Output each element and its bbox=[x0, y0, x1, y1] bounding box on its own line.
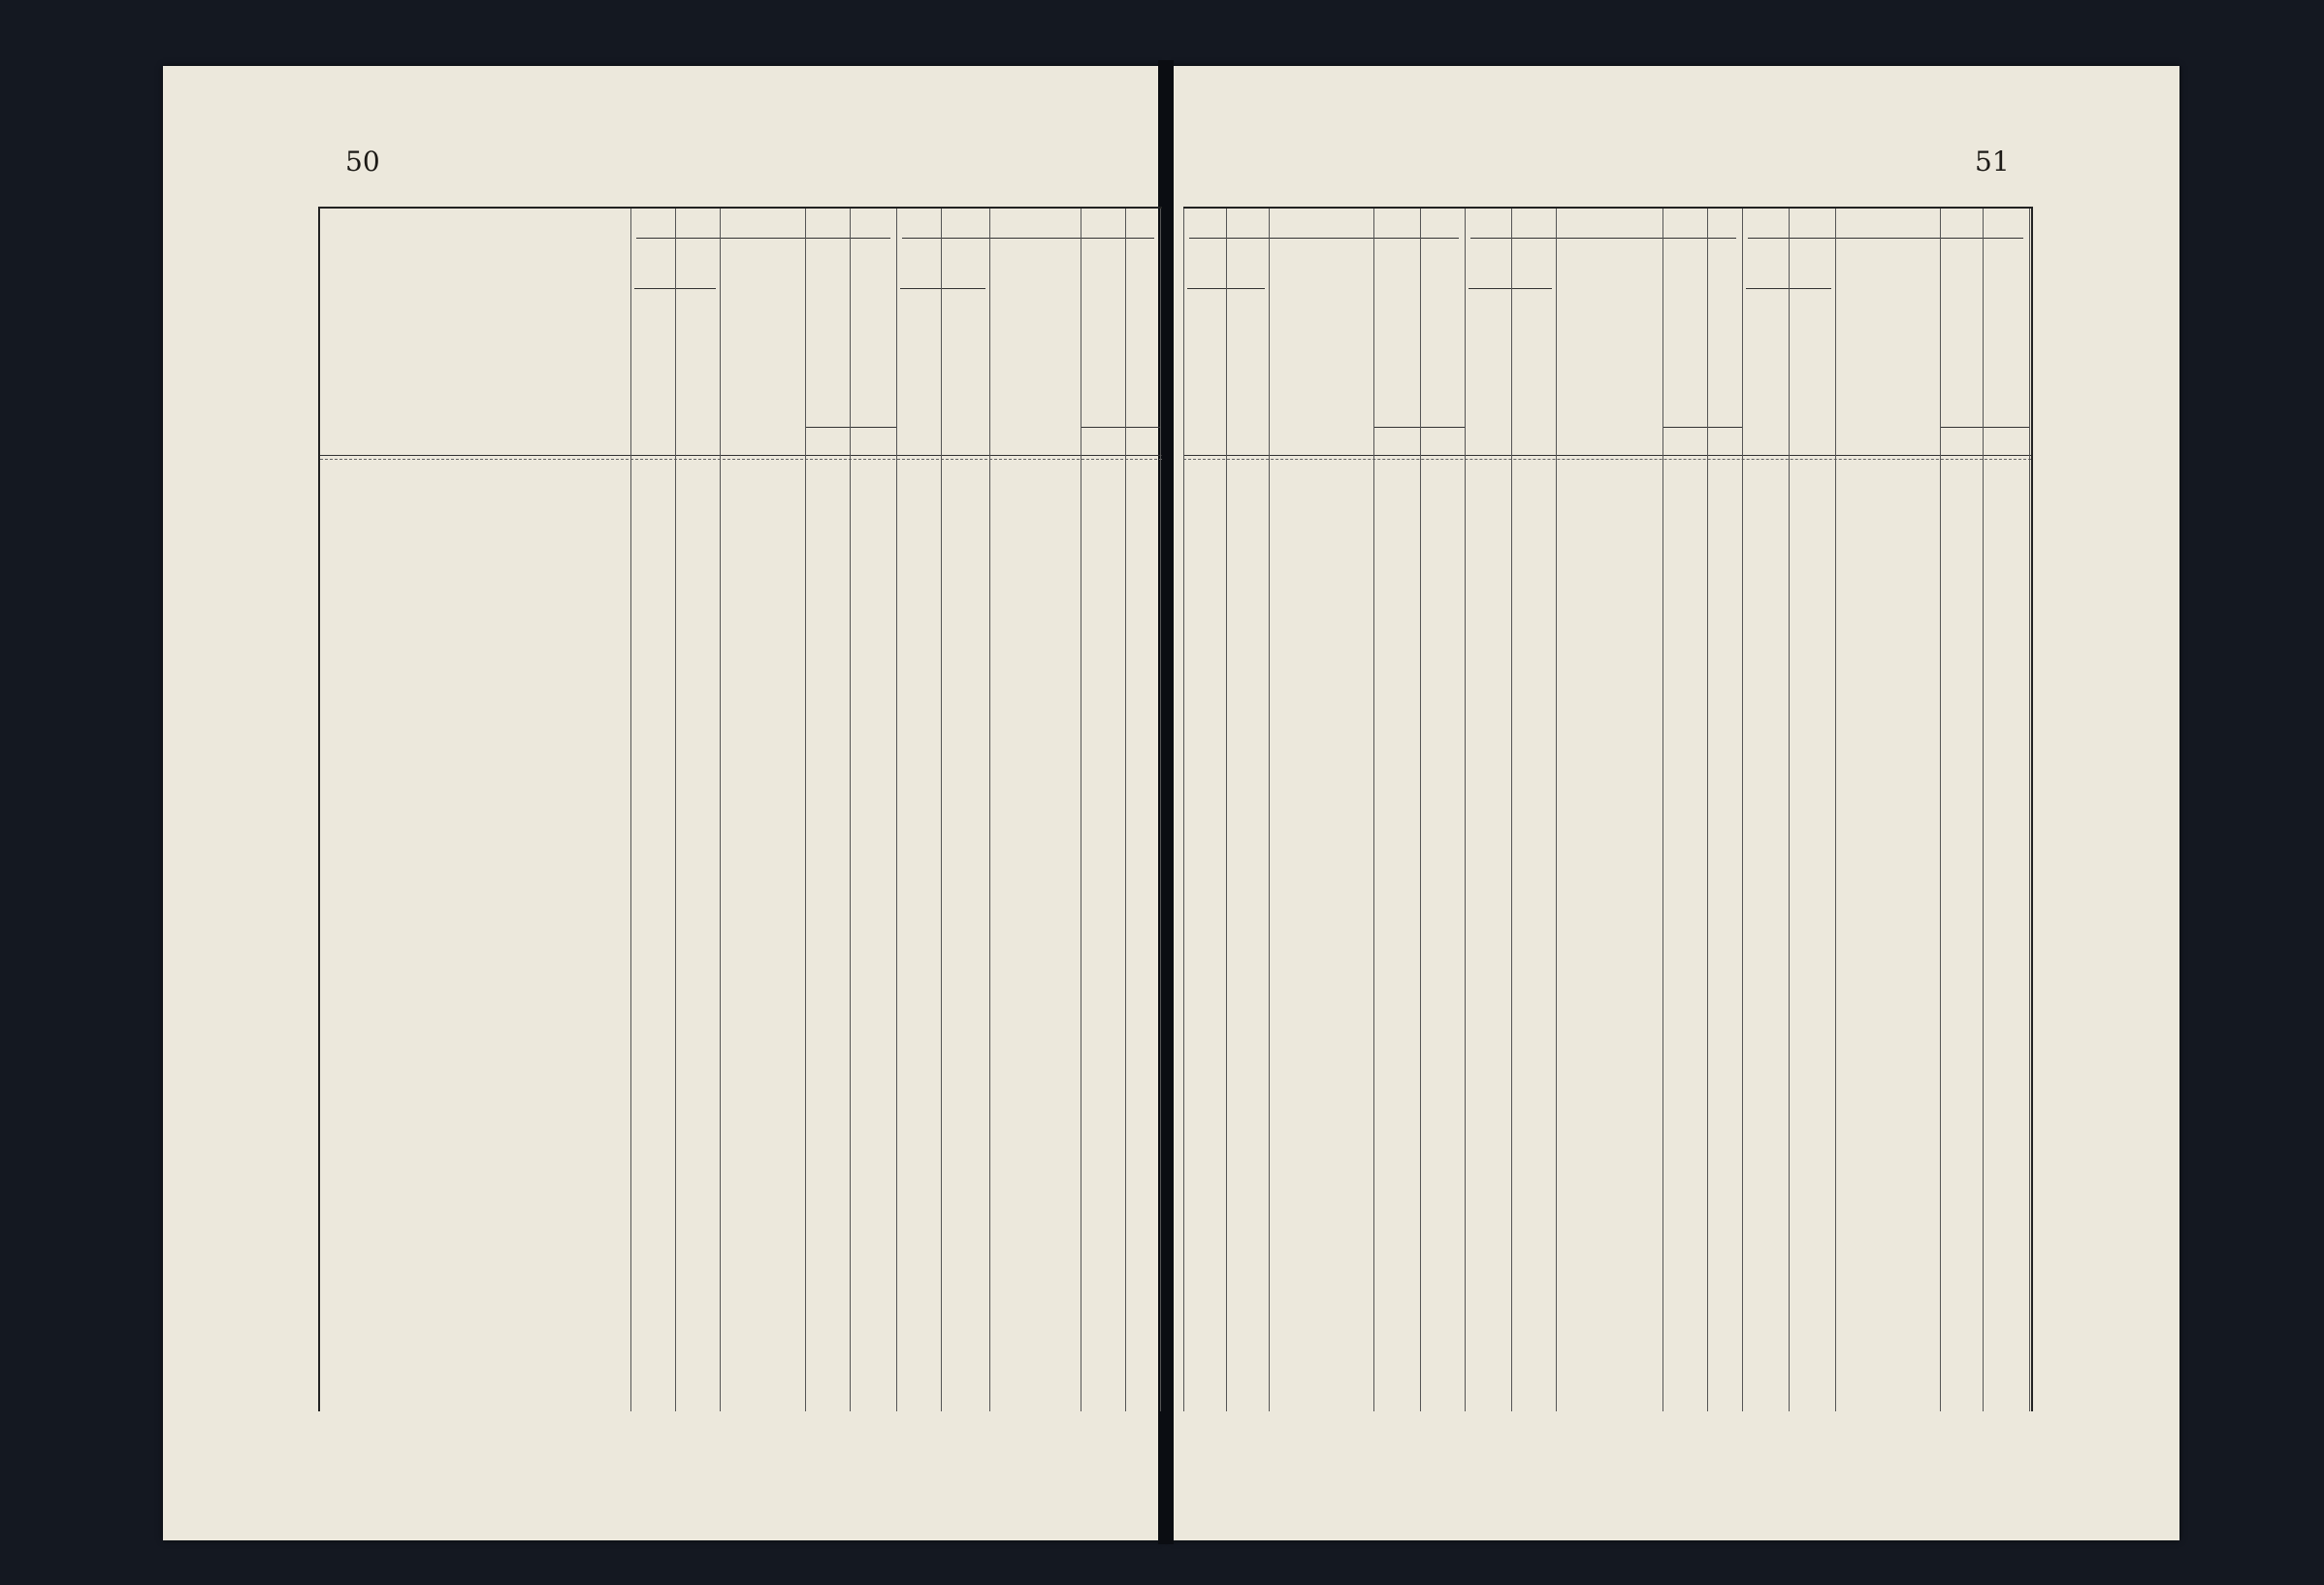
column-rule bbox=[989, 209, 990, 1411]
workers-underline bbox=[1373, 427, 1465, 428]
statistics-table-right bbox=[1183, 207, 2033, 1411]
column-rule bbox=[1556, 209, 1557, 1411]
column-rule bbox=[1511, 209, 1512, 1411]
header-divider-dashed bbox=[320, 459, 1162, 460]
workers-underline bbox=[1081, 427, 1160, 428]
statistics-table-left bbox=[318, 207, 1162, 1411]
column-rule bbox=[1183, 209, 1184, 1411]
column-rule bbox=[1742, 209, 1743, 1411]
region-underline bbox=[902, 238, 1154, 239]
column-rule bbox=[1789, 209, 1790, 1411]
header-divider bbox=[320, 455, 1162, 456]
column-rule bbox=[1373, 209, 1374, 1411]
column-rule bbox=[805, 209, 806, 1411]
column-rule bbox=[675, 209, 676, 1411]
header-divider-dashed bbox=[1183, 459, 2031, 460]
column-rule bbox=[720, 209, 721, 1411]
page-number-right: 51 bbox=[1975, 146, 2010, 178]
column-rule bbox=[630, 209, 631, 1411]
column-rule bbox=[941, 209, 942, 1411]
workers-underline bbox=[805, 427, 896, 428]
column-rule bbox=[1983, 209, 1984, 1411]
column-rule bbox=[896, 209, 897, 1411]
column-rule bbox=[1226, 209, 1227, 1411]
column-rule bbox=[850, 209, 851, 1411]
column-rule bbox=[2029, 209, 2030, 1411]
workers-underline bbox=[1940, 427, 2029, 428]
column-rule bbox=[1125, 209, 1126, 1411]
column-rule bbox=[1160, 209, 1161, 1411]
column-rule bbox=[1465, 209, 1466, 1411]
page-number-left: 50 bbox=[345, 146, 380, 178]
fabrik-underline bbox=[1469, 288, 1552, 289]
column-rule bbox=[1707, 209, 1708, 1411]
header-divider bbox=[1183, 455, 2031, 456]
column-rule bbox=[1662, 209, 1663, 1411]
column-rule bbox=[1940, 209, 1941, 1411]
region-underline bbox=[1189, 238, 1459, 239]
workers-underline bbox=[1662, 427, 1742, 428]
column-rule bbox=[1835, 209, 1836, 1411]
fabrik-underline bbox=[900, 288, 985, 289]
column-rule bbox=[1269, 209, 1270, 1411]
column-rule bbox=[1420, 209, 1421, 1411]
